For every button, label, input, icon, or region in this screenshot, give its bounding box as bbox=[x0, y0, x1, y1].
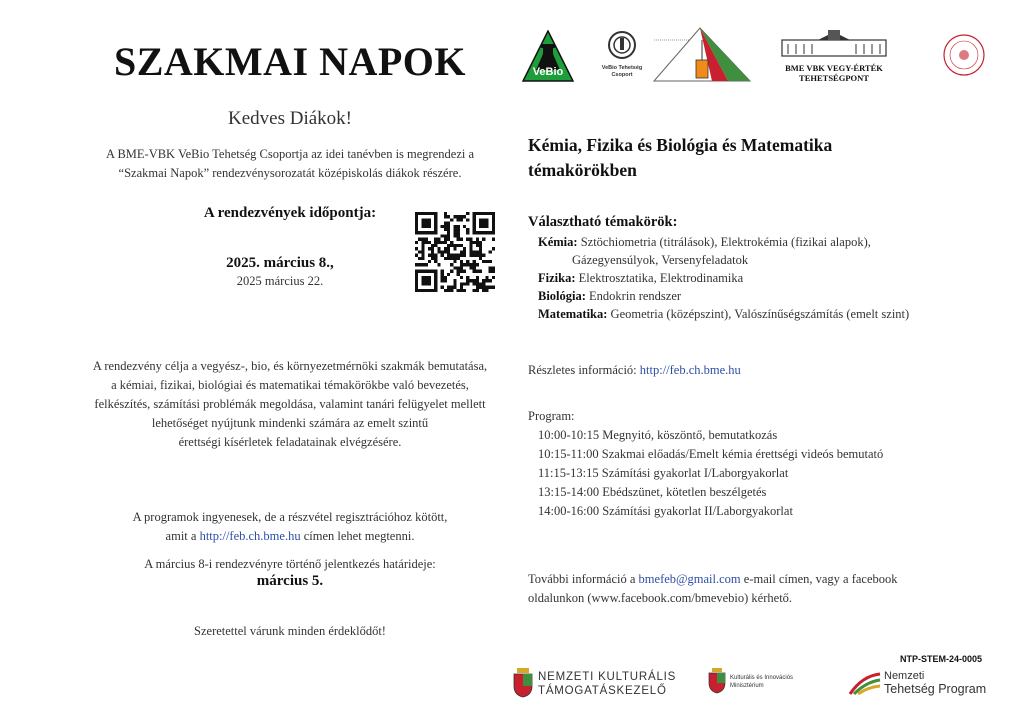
building-logo-line1: BME VBK VEGY-ÉRTÉK bbox=[785, 63, 883, 73]
nkta-line2: TÁMOGATÁSKEZELŐ bbox=[538, 685, 667, 697]
ntp-swoosh-icon bbox=[848, 672, 882, 696]
program-item: 14:00-16:00 Számítási gyakorlat II/Laborgyakorlat bbox=[538, 504, 793, 518]
vebio-logo bbox=[522, 30, 574, 82]
ntp-logo bbox=[848, 668, 998, 702]
kim-logo bbox=[708, 666, 828, 702]
deadline-text: A március 8-i rendezvényre történő jelentkezés határideje: bbox=[144, 557, 436, 571]
round-seal-icon bbox=[942, 33, 986, 77]
topic-item: Gázegyensúlyok, Versenyfeladatok bbox=[572, 253, 749, 267]
ntp-line1: Nemzeti bbox=[884, 670, 925, 682]
page-title: SZAKMAI NAPOK bbox=[113, 39, 467, 84]
topic-item: Fizika: Elektrosztatika, Elektrodinamika bbox=[538, 271, 744, 285]
program-item: 10:00-10:15 Megnyitó, köszöntő, bemutatkozás bbox=[538, 428, 778, 442]
tehetsegpont-seal-logo bbox=[942, 33, 986, 77]
topics-list bbox=[538, 233, 998, 323]
topics-title: Kémia, Fizika és Biológia és Matematika témakörökben bbox=[528, 135, 833, 180]
nkta-line1: NEMZETI KULTURÁLIS bbox=[538, 671, 677, 683]
info-link[interactable]: http://feb.ch.bme.hu bbox=[639, 363, 741, 377]
topic-item: Biológia: Endokrin rendszer bbox=[538, 289, 682, 303]
topics-heading: Választható témakörök: bbox=[528, 214, 678, 230]
closing-text: Szeretettel várunk minden érdeklődőt! bbox=[194, 624, 386, 638]
info-line: Részletes információ: http://feb.ch.bme.hu bbox=[528, 363, 741, 377]
building-icon bbox=[778, 30, 890, 58]
vebio-group-logo: VeBio Tehetség Csoport bbox=[598, 30, 646, 88]
program-item: 11:15-13:15 Számítási gyakorlat I/Laborgyakorlat bbox=[538, 466, 789, 480]
kim-line1: Kulturális és Innovációs bbox=[730, 675, 794, 681]
greeting: Kedves Diákok! bbox=[228, 108, 352, 129]
qr-code[interactable] bbox=[415, 212, 495, 292]
intro-paragraph: A BME-VBK VeBio Tehetség Csoportja az idei tanévben is megrendezi a “Szakmai Napok” rendezvénysorozatát középiskolás diákok részére. bbox=[105, 147, 475, 180]
tehetseg-logo bbox=[650, 26, 755, 84]
hungarian-coat-of-arms-icon bbox=[512, 668, 534, 698]
registration-paragraph: A programok ingyenesek, de a részvétel regisztrációhoz kötött, amit a http://feb.ch.bme.hu címen lehet megtenni. bbox=[132, 510, 448, 543]
grant-code: NTP-STEM-24-0005 bbox=[900, 654, 983, 664]
date-primary: 2025. március 8., bbox=[226, 255, 334, 271]
program-label: Program: bbox=[528, 409, 575, 423]
vebio-group-seal-icon bbox=[607, 30, 637, 60]
registration-link[interactable]: http://feb.ch.bme.hu bbox=[199, 529, 301, 543]
building-logo-line2: TEHETSÉGPONT bbox=[799, 73, 869, 83]
dates-heading: A rendezvények időpontja: bbox=[203, 205, 377, 221]
deadline-date: március 5. bbox=[256, 573, 324, 589]
ntp-line2: Tehetség Program bbox=[884, 682, 987, 696]
ministry-coat-of-arms-icon bbox=[708, 668, 726, 694]
program-list bbox=[538, 426, 998, 521]
nkta-logo bbox=[512, 666, 682, 702]
date-secondary: 2025 március 22. bbox=[236, 274, 324, 288]
kim-line2: Minisztérium bbox=[730, 683, 764, 689]
vebio-logo-text: VeBio bbox=[532, 66, 564, 78]
bme-building-logo bbox=[778, 30, 890, 82]
program-item: 13:15-14:00 Ebédszünet, kötetlen beszélgetés bbox=[538, 485, 767, 499]
molecule-mountain-icon bbox=[650, 26, 755, 84]
program-item: 10:15-11:00 Szakmai előadás/Emelt kémia érettségi videós bemutató bbox=[538, 447, 884, 461]
topic-item: Matematika: Geometria (középszint), Valószínűségszámítás (emelt szint) bbox=[538, 307, 910, 321]
contact-paragraph: További információ a bmefeb@gmail.com e-mail címen, vagy a facebook oldalunkon (www.facebook.com/bmevebio) kérhető. bbox=[528, 572, 898, 605]
purpose-paragraph: A rendezvény célja a vegyész-, bio, és környezetmérnöki szakmák bemutatása, a kémiai, fizikai, biológiai és matematikai témakörökbe való bevezetés, felkészítés, számítási problémák megoldása, valamint tanári felügyelet mellett lehetőséget nyújtunk mindenki számára az emelt szintű érettségi kísérletek feladatainak elvégzésére. bbox=[92, 359, 488, 449]
qr-code-image bbox=[415, 212, 495, 292]
topic-item: Kémia: Sztöchiometria (titrálások), Elektrokémia (fizikai alapok), bbox=[538, 235, 871, 249]
contact-email-link[interactable]: bmefeb@gmail.com bbox=[638, 572, 741, 586]
